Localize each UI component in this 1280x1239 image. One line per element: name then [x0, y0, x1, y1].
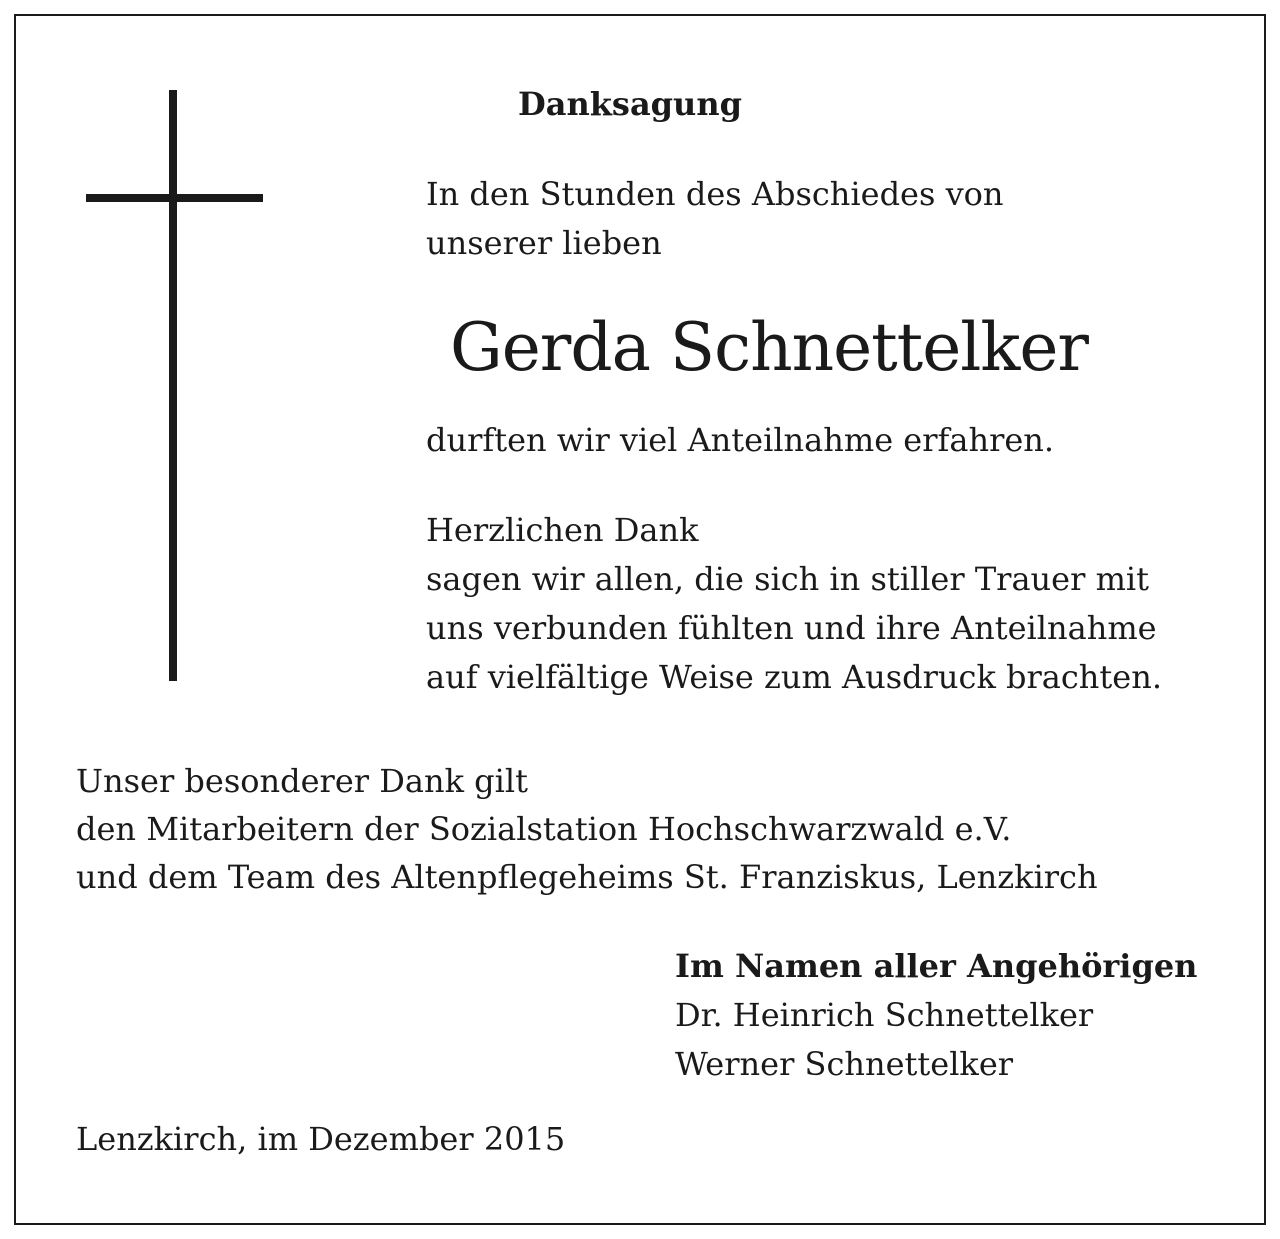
deceased-name: Gerda Schnettelker	[450, 309, 1088, 386]
intro-line-2: unserer lieben	[426, 224, 662, 262]
thanks-line-3: uns verbunden fühlten und ihre Anteilnahme	[426, 609, 1157, 647]
special-thanks-line-3: und dem Team des Altenpflegeheims St. Franziskus, Lenzkirch	[76, 858, 1098, 896]
cross-vertical-beam	[169, 90, 177, 681]
cross-horizontal-beam	[86, 194, 263, 202]
thanks-line-1: Herzlichen Dank	[426, 511, 699, 549]
thanks-line-2: sagen wir allen, die sich in stiller Trauer mit	[426, 560, 1149, 598]
signature-name-2: Werner Schnettelker	[675, 1045, 1014, 1083]
intro-line-1: In den Stunden des Abschiedes von	[426, 175, 1004, 213]
thanks-line-4: auf vielfältige Weise zum Ausdruck brachten.	[426, 658, 1162, 696]
place-date: Lenzkirch, im Dezember 2015	[76, 1120, 566, 1158]
signature-name-1: Dr. Heinrich Schnettelker	[675, 996, 1094, 1034]
signature-title: Im Namen aller Angehörigen	[675, 947, 1198, 985]
notice-heading: Danksagung	[518, 85, 742, 123]
special-thanks-line-1: Unser besonderer Dank gilt	[76, 762, 528, 800]
line-after-name: durften wir viel Anteilnahme erfahren.	[426, 421, 1055, 459]
special-thanks-line-2: den Mitarbeitern der Sozialstation Hochschwarzwald e.V.	[76, 810, 1012, 848]
